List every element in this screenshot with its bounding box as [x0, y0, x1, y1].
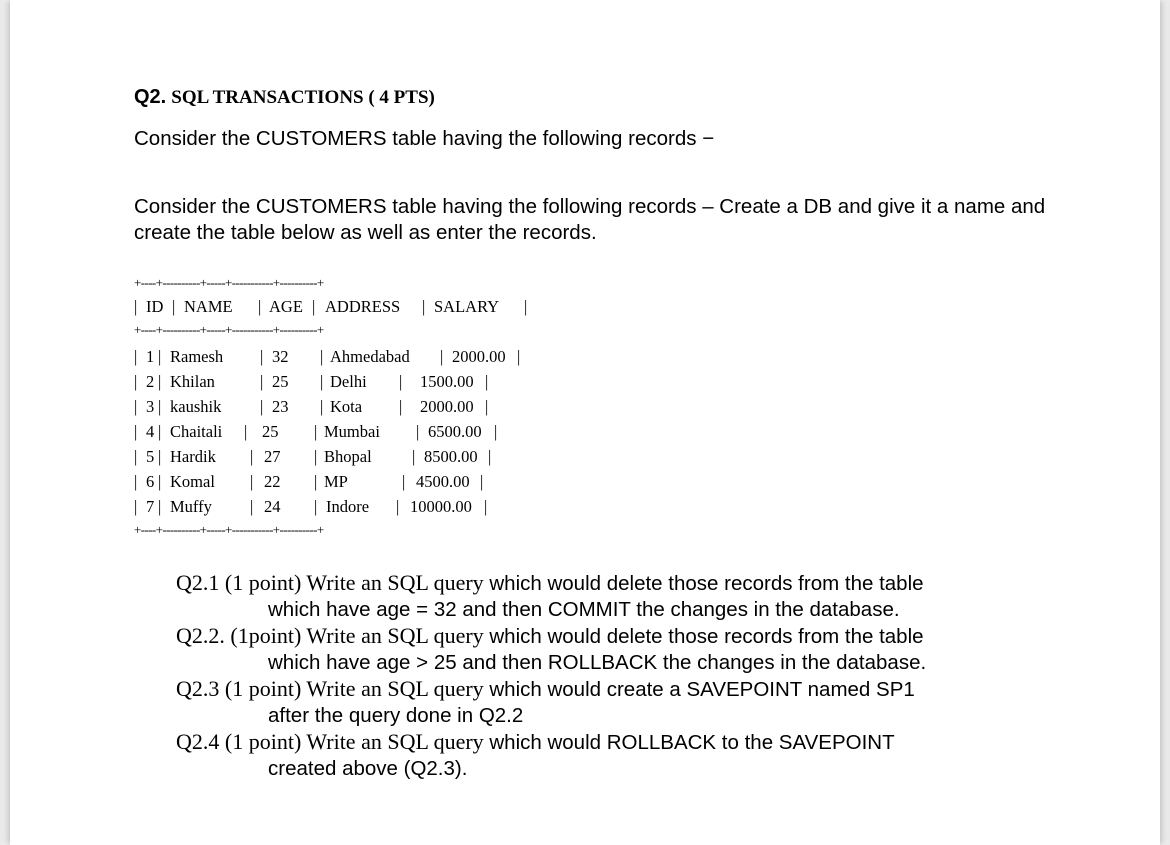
- instructions-paragraph: Consider the CUSTOMERS table having the following records – Create a DB and give it a name and create the table below as well as enter the records.: [134, 195, 1046, 244]
- header-address: ADDRESS: [325, 297, 401, 316]
- cell-address: Indore: [326, 497, 370, 516]
- table-row: | 3 | kaushik | 23 | Kota | 2000.00 |: [134, 397, 489, 416]
- question-continuation: created above (Q2.3).: [268, 757, 468, 780]
- page-left-margin: [0, 0, 10, 845]
- table-row: | 1 | Ramesh | 32 | Ahmedabad | 2000.00 |: [134, 347, 521, 366]
- header-salary: SALARY: [434, 297, 500, 316]
- cell-age: 27: [264, 447, 281, 466]
- cell-age: 24: [264, 497, 281, 516]
- cell-address: Mumbai: [324, 422, 380, 441]
- cell-salary: 6500.00: [428, 422, 482, 441]
- table-border-top: +----+----------+-----+-----------+----------+: [134, 275, 324, 290]
- table-row: | 5 | Hardik | 27 | Bhopal | 8500.00 |: [134, 447, 492, 466]
- header-name: NAME: [184, 297, 233, 316]
- question-title: SQL TRANSACTIONS ( 4 PTS): [171, 87, 435, 108]
- cell-name: Muffy: [170, 497, 212, 516]
- cell-id: 2: [146, 372, 155, 391]
- cell-name: Chaitali: [170, 422, 223, 441]
- question-continuation: after the query done in Q2.2: [268, 704, 524, 727]
- cell-age: 25: [262, 422, 279, 441]
- cell-salary: 4500.00: [416, 472, 470, 491]
- question-lead: Q2.1 (1 point) Write an SQL query: [176, 570, 484, 595]
- document-page: [10, 0, 1160, 845]
- list-item: [176, 623, 1046, 676]
- cell-address: Ahmedabad: [330, 347, 410, 366]
- question-continuation: which have age > 25 and then ROLLBACK the changes in the database.: [268, 651, 927, 674]
- cell-name: Ramesh: [170, 347, 224, 366]
- list-item: [176, 729, 1046, 782]
- cell-id: 5: [146, 447, 155, 466]
- cell-name: kaushik: [170, 397, 222, 416]
- question-text: which would delete those records from the table: [483, 572, 924, 595]
- cell-age: 23: [272, 397, 289, 416]
- cell-name: Komal: [170, 472, 215, 491]
- cell-address: Kota: [330, 397, 363, 416]
- intro-line: Consider the CUSTOMERS table having the following records −: [134, 127, 715, 150]
- table-row: | 2 | Khilan | 25 | Delhi | 1500.00 |: [134, 372, 489, 391]
- question-lead: Q2.2. (1point) Write an SQL query: [176, 623, 484, 648]
- list-item: [176, 676, 1046, 729]
- cell-salary: 2000.00: [420, 397, 474, 416]
- question-continuation: which have age = 32 and then COMMIT the changes in the database.: [268, 598, 900, 621]
- table-row: | 6 | Komal | 22 | MP | 4500.00 |: [134, 472, 484, 491]
- cell-id: 3: [146, 397, 155, 416]
- table-header-row: | ID | NAME | AGE | ADDRESS | SALARY |: [134, 297, 528, 316]
- page-right-margin: [1160, 0, 1170, 845]
- cell-address: Delhi: [330, 372, 367, 391]
- cell-address: MP: [324, 472, 348, 491]
- cell-id: 4: [146, 422, 155, 441]
- table-row: | 4 | Chaitali | 25 | Mumbai | 6500.00 |: [134, 422, 498, 441]
- cell-id: 6: [146, 472, 155, 491]
- cell-age: 32: [272, 347, 289, 366]
- header-id: ID: [146, 297, 164, 316]
- cell-salary: 2000.00: [452, 347, 506, 366]
- header-age: AGE: [269, 297, 303, 316]
- table-border-mid: +----+----------+-----+-----------+----------+: [134, 322, 324, 337]
- question-text: which would create a SAVEPOINT named SP1: [483, 678, 915, 701]
- cell-age: 25: [272, 372, 289, 391]
- cell-salary: 8500.00: [424, 447, 478, 466]
- cell-age: 22: [264, 472, 281, 491]
- question-lead: Q2.3 (1 point) Write an SQL query: [176, 676, 484, 701]
- question-heading: [134, 86, 435, 109]
- cell-name: Hardik: [170, 447, 216, 466]
- cell-salary: 1500.00: [420, 372, 474, 391]
- question-lead: Q2.4 (1 point) Write an SQL query: [176, 729, 484, 754]
- question-text: which would delete those records from the table: [483, 625, 924, 648]
- question-text: which would ROLLBACK to the SAVEPOINT: [483, 731, 895, 754]
- cell-name: Khilan: [170, 372, 215, 391]
- cell-id: 1: [146, 347, 155, 366]
- table-border-bottom: +----+----------+-----+-----------+----------+: [134, 522, 324, 537]
- cell-address: Bhopal: [324, 447, 372, 466]
- question-number: Q2.: [134, 86, 167, 108]
- table-row: | 7 | Muffy | 24 | Indore | 10000.00 |: [134, 497, 488, 516]
- sub-questions: [176, 570, 1046, 782]
- list-item: [176, 570, 1046, 623]
- cell-salary: 10000.00: [410, 497, 472, 516]
- cell-id: 7: [146, 497, 155, 516]
